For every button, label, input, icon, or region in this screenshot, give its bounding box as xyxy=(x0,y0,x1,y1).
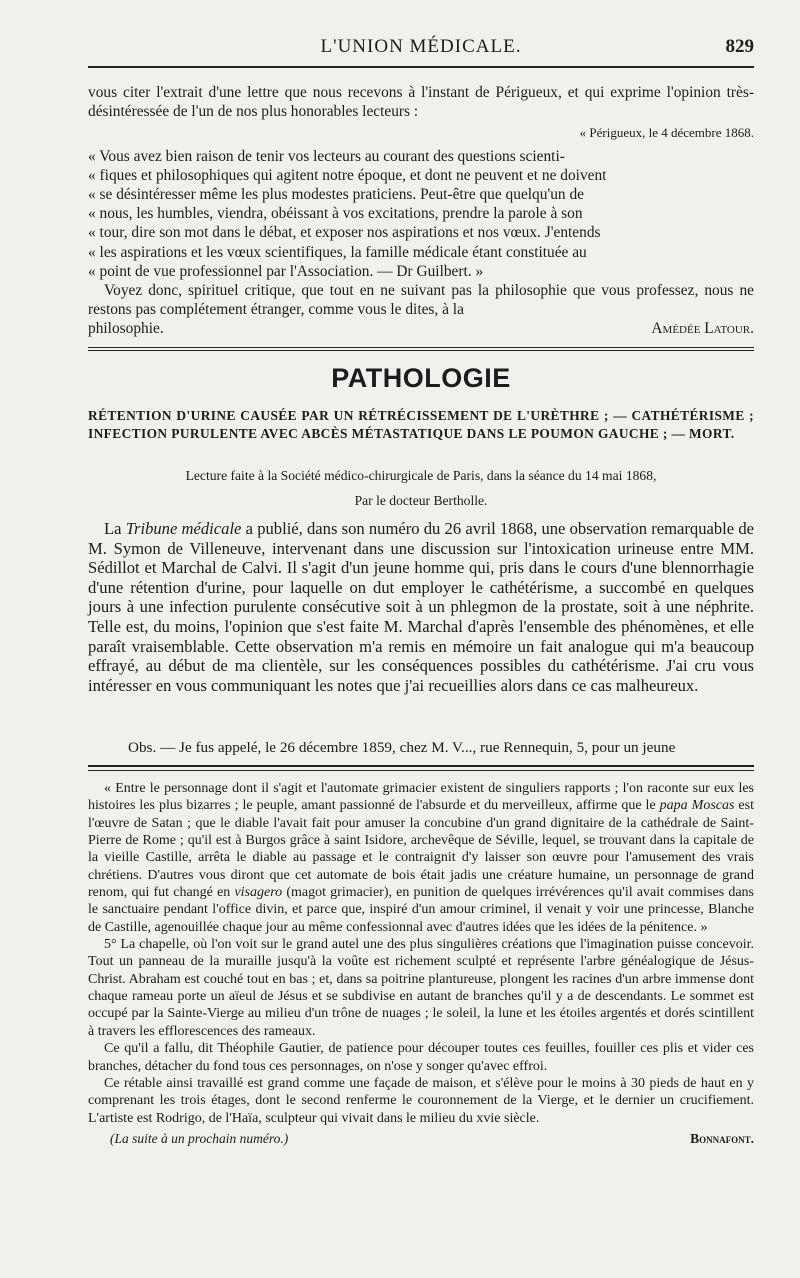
feuilleton-text: (magot grimacier), en punition de quelques irrévérences qu'il avait commises dans le sanctuaire pendant l'office divin, et parce que, inspiré d'un amour criminel, il venait y voir une princesse, Blanche de Castille, agenouillée chaque jour au même confessionnal avec d'autres idées que les idées de la pénitence. » xyxy=(88,885,755,935)
feuilleton-italic: visagero xyxy=(234,885,283,901)
feuilleton-paragraph: 5° La chapelle, où l'on voit sur le grand autel une des plus singulières créations que l'imagination puisse concevoir. Tout un panneau de la muraille jusqu'à la voûte est richement sculpté et représente l'arbre généalogique de Jésus-Christ. Abraham est couché tout en bas ; et, dans sa poitrine plantureuse, plongent les racines d'un arbre immense dont chaque rameau porte un aïeul de Jésus et se subdivise en autant de branches qu'il y a de descendants. Le sommet est occupé par la Sainte-Vierge au milieu d'un trône de nuages ; le soleil, la lune et les étoiles argentés et dorés scintillent à travers les efflorescences des rameaux. xyxy=(88,937,754,1039)
quote-line: « nous, les humbles, viendra, obéissant à vos excitations, prendre la parole à son xyxy=(88,205,583,223)
article-body xyxy=(88,519,754,695)
feuilleton-italic: papa Moscas xyxy=(659,798,735,814)
feuilleton-text: « Entre le personnage dont il s'agit et l'automate grimacier existent de singuliers rapports ; l'on raconte sur eux les histoires les plus bizarres ; le peuple, amant passionné de l'absurde et du merveilleux, affirme que le xyxy=(88,781,754,814)
feuilleton-footer xyxy=(88,1130,754,1147)
observation-start: Obs. — Je fus appelé, le 26 décembre 1859, chez M. V..., rue Rennequin, 5, pour un jeune xyxy=(128,739,676,756)
letter-intro: vous citer l'extrait d'une lettre que nous recevons à l'instant de Périgueux, et qui exprime l'opinion très-désintéressée de l'un de nos plus honorables lecteurs : xyxy=(88,84,754,121)
letter-closing-end xyxy=(88,319,754,338)
feuilleton-signature: Bonnafont. xyxy=(690,1130,754,1146)
quote-line: « Vous avez bien raison de tenir vos lecteurs au courant des questions scienti- xyxy=(88,147,565,165)
running-head xyxy=(88,36,754,62)
feuilleton-rule-thin xyxy=(88,770,754,771)
header-rule xyxy=(88,66,754,68)
running-title: L'UNION MÉDICALE. xyxy=(320,36,522,57)
section-title: PATHOLOGIE xyxy=(331,363,511,393)
quote-line: « se désintéresser même les plus modestes praticiens. Peut-être que quelqu'un de xyxy=(88,186,584,204)
letter-signature: Amédée Latour. xyxy=(651,320,754,338)
body-pre: La xyxy=(104,519,126,538)
feuilleton-paragraph xyxy=(88,780,754,936)
feuilleton-paragraph: Ce rétable ainsi travaillé est grand comme une façade de maison, et s'élève pour le moins à 30 pieds de haut en y comprenant les trois étages, dont le second renferme le couronnement de la Vierge, et le dernier un crucifiement. L'artiste est Rodrigo, de l'Haïa, sculpteur qui vivait dans le milieu du xvie siècle. xyxy=(88,1075,754,1126)
section-rule-top xyxy=(88,347,754,348)
letter-closing-last: philosophie. xyxy=(88,320,164,338)
article-author: Par le docteur Bertholle. xyxy=(354,493,488,508)
quote-line: « tour, dire son mot dans le débat, et exposer nos aspirations et nos vœux. J'entends xyxy=(88,224,601,242)
letter-closing: Voyez donc, spirituel critique, que tout en ne suivant pas la philosophie que vous professez, nous ne restons pas complétement étranger, comme vous le dites, à la xyxy=(88,282,754,319)
article-title: RÉTENTION D'URINE CAUSÉE PAR UN RÉTRÉCISSEMENT DE L'URÈTHRE ; — CATHÉTÉRISME ; INFECTION PURULENTE AVEC ABCÈS MÉTASTATIQUE DANS LE POUMON GAUCHE ; — MORT. xyxy=(88,408,754,441)
quote-line: « point de vue professionnel par l'Association. — Dr Guilbert. » xyxy=(88,262,484,280)
feuilleton-rule xyxy=(88,765,754,767)
letter-dateline: « Périgueux, le 4 décembre 1868. xyxy=(579,125,754,141)
article-lecture-note: Lecture faite à la Société médico-chirurgicale de Paris, dans la séance du 14 mai 1868, xyxy=(185,468,657,483)
journal-name: Tribune médicale xyxy=(125,519,242,538)
article-paragraph xyxy=(88,519,754,695)
quote-line: « fiques et philosophiques qui agitent notre époque, et dont ne peuvent et ne doivent xyxy=(88,166,607,184)
feuilleton-section xyxy=(88,780,754,1147)
section-rule-top-2 xyxy=(88,350,754,351)
page-number: 829 xyxy=(725,36,754,57)
letter-section xyxy=(88,83,754,339)
quote-line: « les aspirations et les vœux scientifiques, la famille médicale étant constituée au xyxy=(88,243,587,261)
continued-note: (La suite à un prochain numéro.) xyxy=(110,1130,289,1146)
body-post: a publié, dans son numéro du 26 avril 1868, une observation remarquable de M. Symon de Villeneuve, intervenant dans une discussion sur l'intoxication urineuse entre MM. Sédillot et Marchal de Calvi. Il s'agit d'un jeune homme qui, pris dans le cours d'une blennorrhagie d'une rétention d'urine, pour laquelle on dut employer le cathétérisme, a succombé en quelques jours à une infection purulente consécutive soit à un phlegmon de la prostate, soit à une néphrite. Telle est, du moins, l'opinion que s'est faite M. Marchal d'après l'ensemble des phénomènes, et elle paraît vraisemblable. Cette observation m'a remis en mémoire un fait analogue qui m'a beaucoup effrayé, au début de ma clientèle, sur les conséquences possibles du cathétérisme. J'ai cru vous intéresser en vous communiquant les notes que j'ai recueillies alors dans ce cas malheureux. xyxy=(88,519,755,695)
journal-page xyxy=(88,0,754,1278)
feuilleton-text: est l'œuvre de Satan ; que le diable l'avait fait pour amuser la concubine d'un grand dignitaire de la cathédrale de Saint-Pierre de Rome ; qu'il est à Burgos grâce à saint Isidore, archevêque de Séville, lequel, se trouvant dans la capitale de la vieille Castille, arrêta le diable au passage et le contraignit d'y laisser son œuvre pour l'amusement des vrais chrétiens. D'autres vous diront que cet automate de bois était jadis une créature humaine, un personnage de grand renom, qui fut changé en xyxy=(88,798,754,901)
feuilleton-paragraph: Ce qu'il a fallu, dit Théophile Gautier, de patience pour découper toutes ces feuilles, fouiller ces plis et vider ces branches, détacher du fond tous ces personnages, on n'ose y songer qu'avec effroi. xyxy=(88,1041,754,1074)
